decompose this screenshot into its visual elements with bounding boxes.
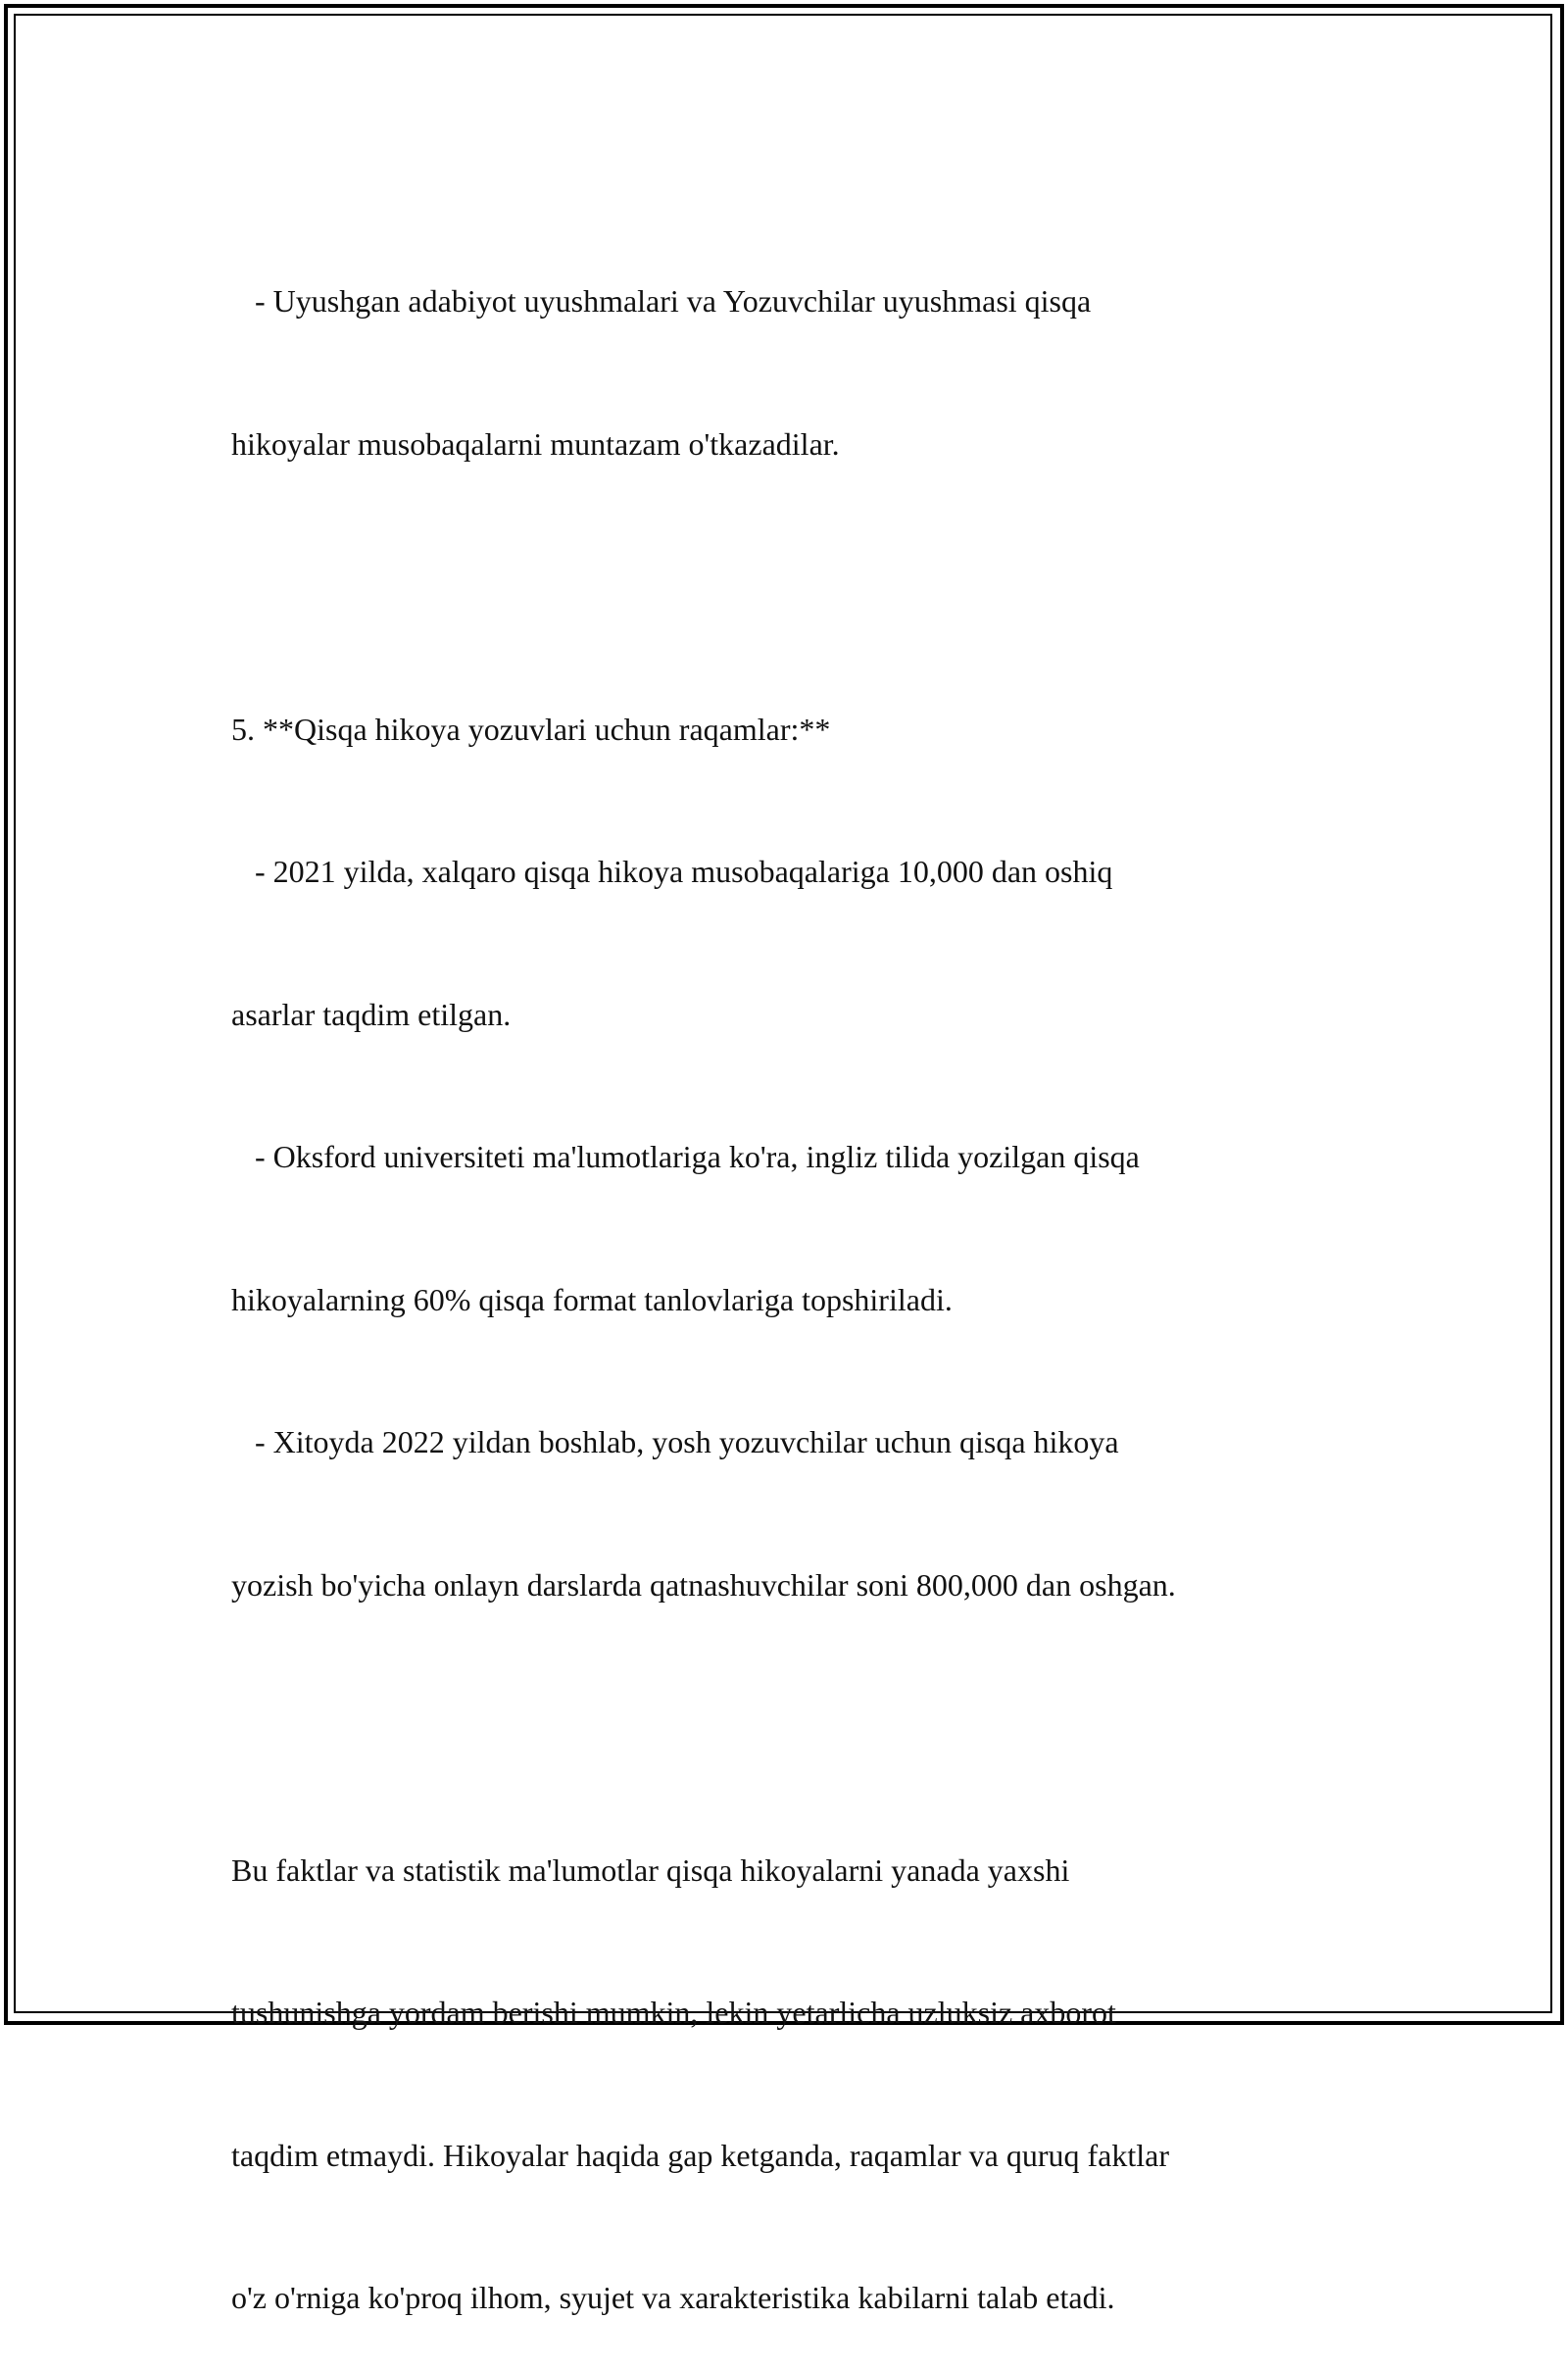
text-line: tushunishga yordam berishi mumkin, lekin yetarlicha uzluksiz axborot <box>231 1995 1116 2030</box>
blank-line <box>231 1703 1388 1752</box>
text-line: hikoyalarning 60% qisqa format tanlovlariga topshiriladi. <box>231 1281 953 1317</box>
text-line: yozish bo'yicha onlayn darslarda qatnashuvchilar soni 800,000 dan oshgan. <box>231 1566 1176 1603</box>
text-line: - Xitoyda 2022 yildan boshlab, yosh yozuvchilar uchun qisqa hikoya <box>231 1424 1119 1459</box>
text-line: - Uyushgan adabiyot uyushmalari va Yozuvchilar uyushmasi qisqa <box>231 283 1092 319</box>
text-line: asarlar taqdim etilgan. <box>231 996 512 1032</box>
blank-line <box>231 563 1388 611</box>
text-line: - 2021 yilda, xalqaro qisqa hikoya musobaqalariga 10,000 dan oshiq <box>231 854 1113 889</box>
text-line: hikoyalar musobaqalarni muntazam o'tkazadilar. <box>231 425 840 462</box>
text-line: - Oksford universiteti ma'lumotlariga ko'ra, ingliz tilida yozilgan qisqa <box>231 1139 1140 1174</box>
document-body <box>231 182 1388 2369</box>
section-heading: 5. **Qisqa hikoya yozuvlari uchun raqamlar:** <box>231 711 831 747</box>
text-line: taqdim etmaydi. Hikoyalar haqida gap ketganda, raqamlar va quruq faktlar <box>231 2137 1169 2173</box>
text-line: o'z o'rniga ko'proq ilhom, syujet va xarakteristika kabilarni talab etadi. <box>231 2280 1115 2315</box>
text-line: Bu faktlar va statistik ma'lumotlar qisqa hikoyalarni yanada yaxshi <box>231 1851 1070 1888</box>
